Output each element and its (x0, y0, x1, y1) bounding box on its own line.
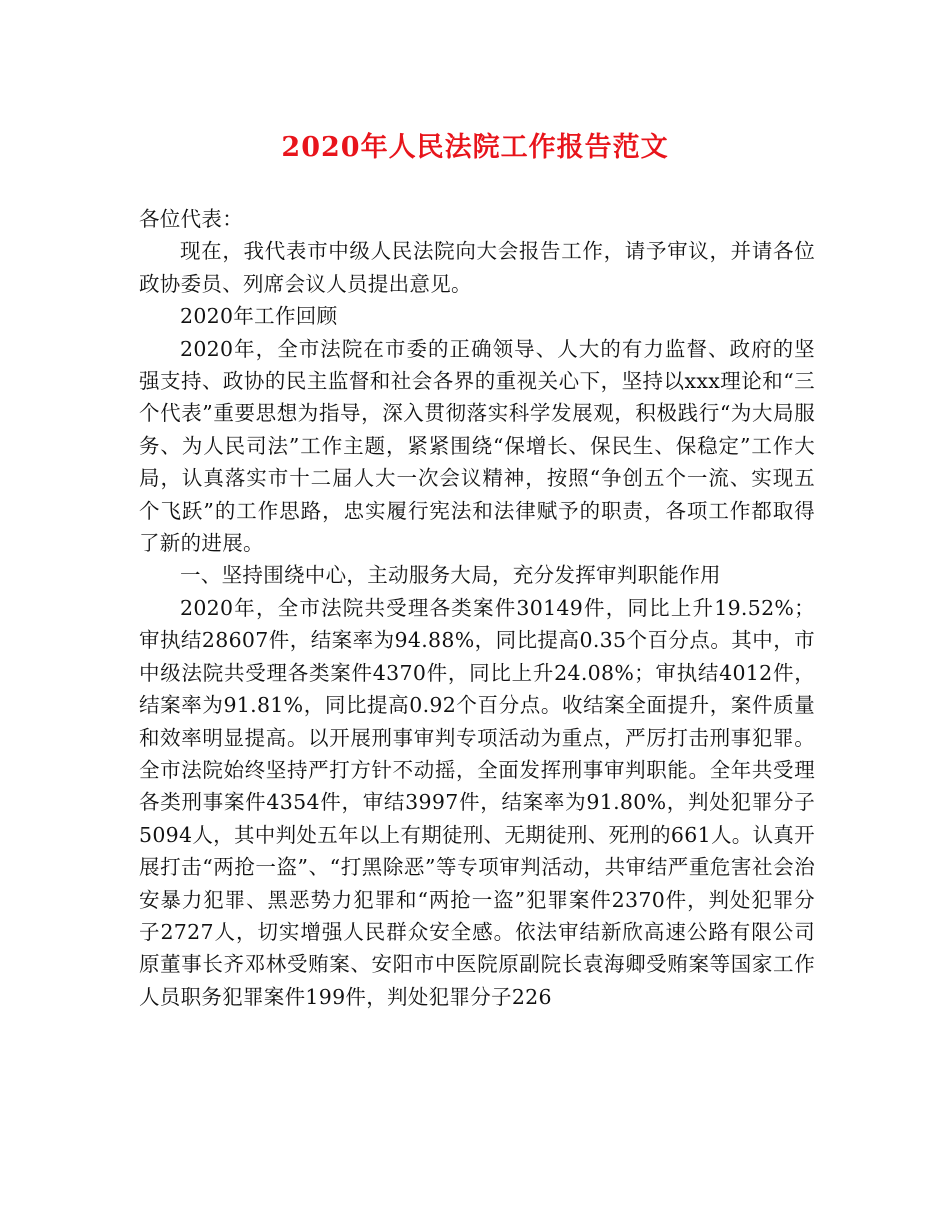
paragraph-overview: 2020年，全市法院在市委的正确领导、人大的有力监督、政府的坚强支持、政协的民主监督和社会各界的重视关心下，坚持以xxx理论和“三个代表”重要思想为指导，深入贯彻落实科学发展观，积极践行“为大局服务、为人民司法”工作主题，紧紧围绕“保增长、保民生、保稳定”工作大局，认真落实市十二届人大一次会议精神，按照“争创五个一流、实现五个飞跃”的工作思路，忠实履行宪法和法律赋予的职责，各项工作都取得了新的进展。 (139, 336, 815, 556)
document-title: 2020年人民法院工作报告范文 (281, 132, 669, 163)
section-heading-review: 2020年工作回顾 (180, 304, 338, 329)
salutation: 各位代表： (139, 207, 243, 231)
paragraph-intro: 现在，我代表市中级人民法院向大会报告工作，请予审议，并请各位政协委员、列席会议人员提出意见。 (139, 239, 815, 296)
document-body (139, 203, 815, 1013)
section-heading-one: 一、坚持围绕中心，主动服务大局，充分发挥审判职能作用 (180, 563, 721, 588)
paragraph-statistics: 2020年，全市法院共受理各类案件30149件，同比上升19.52%；审执结28607件，结案率为94.88%，同比提高0.35个百分点。其中，市中级法院共受理各类案件4370件，同比上升24.08%；审执结4012件，结案率为91.81%，同比提高0.92个百分点。收结案全面提升，案件质量和效率明显提高。以开展刑事审判专项活动为重点，严厉打击刑事犯罪。全市法院始终坚持严打方针不动摇，全面发挥刑事审判职能。全年共受理各类刑事案件4354件，审结3997件，结案率为91.80%，判处犯罪分子5094人，其中判处五年以上有期徒刑、无期徒刑、死刑的661人。认真开展打击“两抢一盗”、“打黑除恶”等专项审判活动，共审结严重危害社会治安暴力犯罪、黑恶势力犯罪和“两抢一盗”犯罪案件2370件，判处犯罪分子2727人，切实增强人民群众安全感。依法审结新欣高速公路有限公司原董事长齐邓林受贿案、安阳市中医院原副院长袁海卿受贿案等国家工作人员职务犯罪案件199件，判处犯罪分子226 (139, 595, 815, 1009)
